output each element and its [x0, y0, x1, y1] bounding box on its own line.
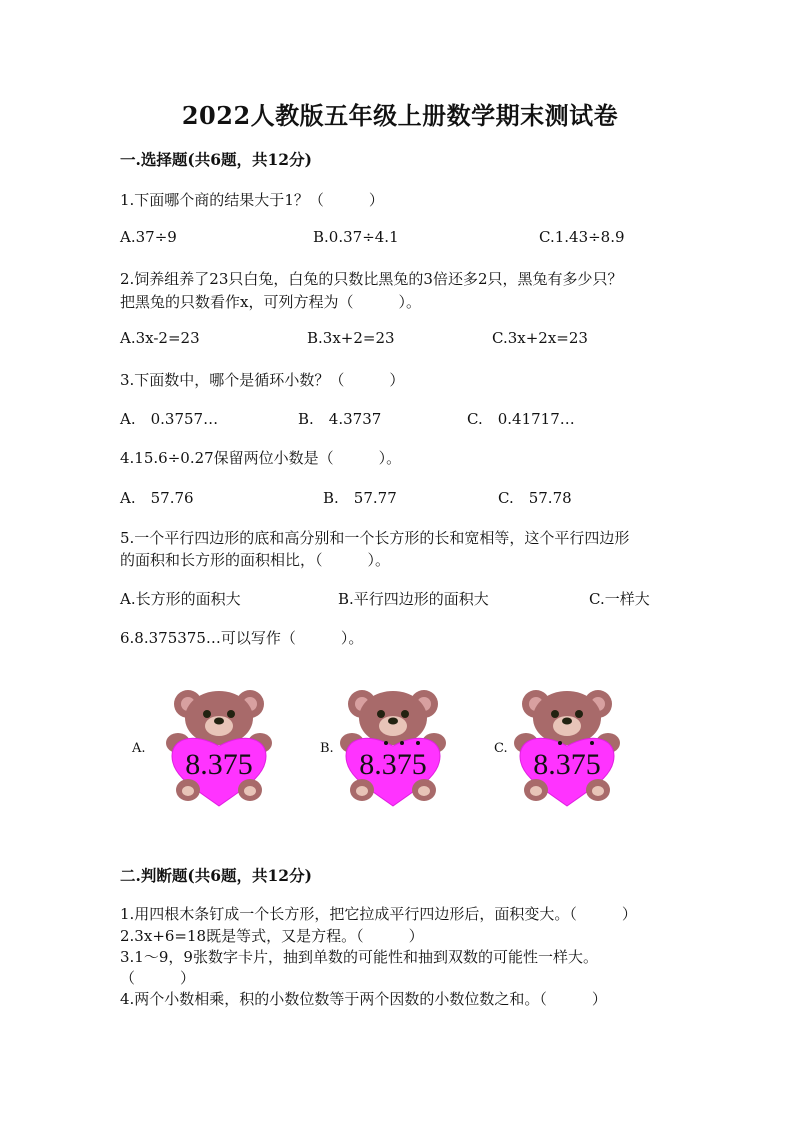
judgment-question-4: 4.两个小数相乘，积的小数位数等于两个因数的小数位数之和。（ ）: [120, 990, 607, 1008]
q1-option-c: C.1.43÷8.9: [539, 228, 625, 246]
question-5-line-2: 的面积和长方形的面积相比，（ ）。: [120, 551, 391, 569]
q4-option-a: A. 57.76: [120, 489, 194, 507]
judgment-question-1: 1.用四根木条钉成一个长方形，把它拉成平行四边形后，面积变大。（ ）: [120, 905, 637, 923]
q4-option-c: C. 57.78: [498, 489, 572, 507]
q2-option-c: C.3x+2x=23: [492, 329, 588, 347]
q6-option-a-number: 8.375: [185, 748, 253, 781]
question-1: 1.下面哪个商的结果大于1？（ ）: [120, 191, 384, 209]
question-5-line-1: 5.一个平行四边形的底和高分别和一个长方形的长和宽相等，这个平行四边形: [120, 529, 630, 547]
q3-option-c: C. 0.41717…: [467, 410, 575, 428]
section-heading-judgment: 二.判断题(共6题，共12分): [120, 866, 312, 885]
q2-option-b: B.3x+2=23: [307, 329, 395, 347]
question-4: 4.15.6÷0.27保留两位小数是（ ）。: [120, 449, 402, 467]
q5-option-b: B.平行四边形的面积大: [338, 590, 489, 608]
q6-option-c-number: 8.375: [533, 748, 601, 781]
question-2-line-2: 把黑兔的只数看作x，可列方程为（ ）。: [120, 293, 421, 311]
q3-option-a: A. 0.3757…: [120, 410, 219, 428]
q6-option-b-bear-image: [338, 688, 448, 812]
repeat-dot: [590, 741, 594, 745]
page-title: 2022人教版五年级上册数学期末测试卷: [181, 101, 619, 130]
q5-option-c: C.一样大: [589, 590, 650, 608]
repeat-dot: [416, 741, 420, 745]
judgment-question-3-line-1: 3.1～9，9张数字卡片，抽到单数的可能性和抽到双数的可能性一样大。: [120, 948, 598, 966]
repeat-dot: [400, 741, 404, 745]
q4-option-b: B. 57.77: [323, 489, 397, 507]
question-2-line-1: 2.饲养组养了23只白兔，白兔的只数比黑兔的3倍还多2只，黑兔有多少只？: [120, 270, 623, 288]
repeat-dot: [558, 741, 562, 745]
q2-option-a: A.3x-2=23: [120, 329, 200, 347]
judgment-question-3-line-2: （ ）: [120, 969, 196, 987]
q6-option-c-label: C.: [494, 741, 508, 756]
q6-option-a-bear-image: [164, 688, 274, 812]
q1-option-a: A.37÷9: [120, 228, 177, 246]
q3-option-b: B. 4.3737: [298, 410, 382, 428]
repeat-dot: [384, 741, 388, 745]
q1-option-b: B.0.37÷4.1: [313, 228, 399, 246]
q5-option-a: A.长方形的面积大: [120, 590, 241, 608]
question-3: 3.下面数中，哪个是循环小数？（ ）: [120, 371, 405, 389]
section-heading-choice: 一.选择题(共6题，共12分): [120, 150, 312, 169]
q6-option-b-label: B.: [320, 741, 334, 756]
question-6: 6.8.375375…可以写作（ ）。: [120, 629, 364, 647]
judgment-question-2: 2.3x+6=18既是等式，又是方程。（ ）: [120, 927, 424, 945]
q6-option-b-number: 8.375: [359, 748, 427, 781]
q6-option-c-bear-image: [512, 688, 622, 812]
q6-option-a-label: A.: [132, 741, 146, 756]
